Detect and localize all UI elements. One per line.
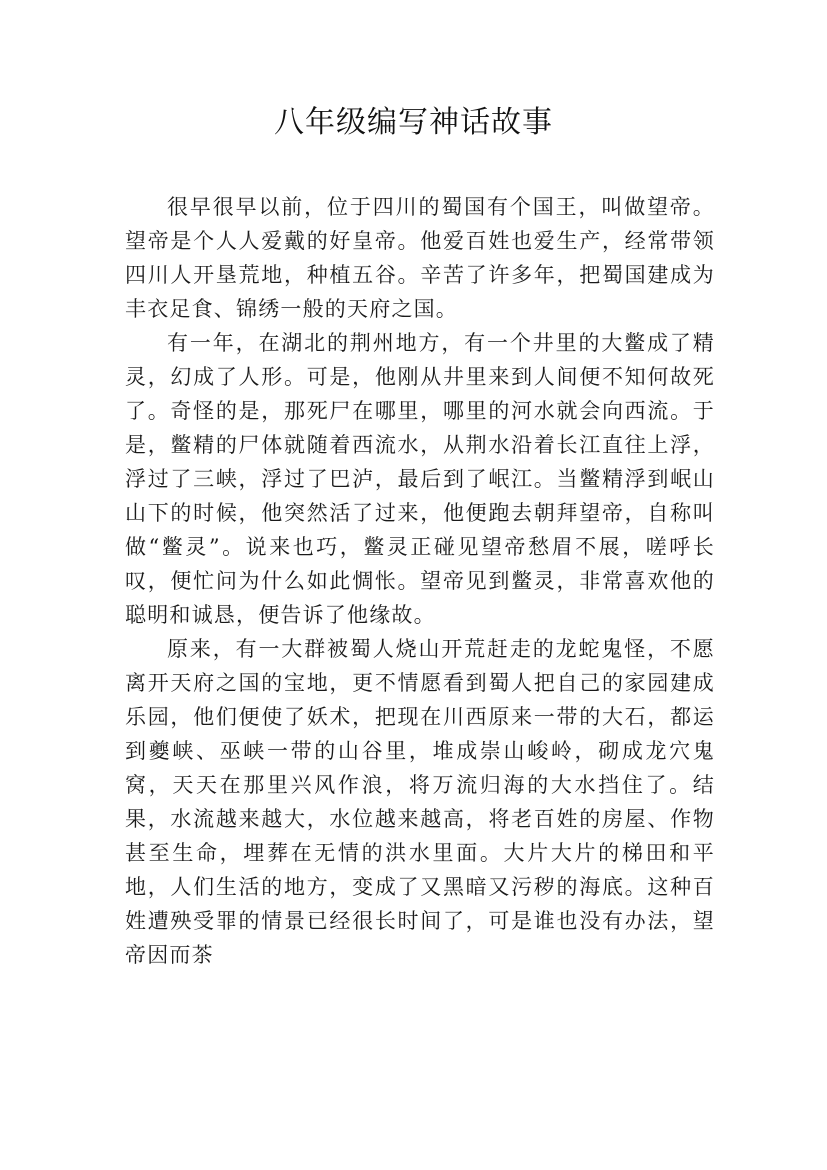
story-body xyxy=(125,190,715,972)
paragraph: 很早很早以前，位于四川的蜀国有个国王，叫做望帝。望帝是个人人爱戴的好皇帝。他爱百姓也爱生产，经常带领四川人开垦荒地，种植五谷。辛苦了许多年，把蜀国建成为丰衣足食、锦绣一般的天府之国。 xyxy=(125,195,715,321)
paragraph: 原来，有一大群被蜀人烧山开荒赶走的龙蛇鬼怪，不愿离开天府之国的宝地，更不情愿看到蜀人把自己的家园建成乐园，他们便使了妖术，把现在川西原来一带的大石，都运到夔峡、巫峡一带的山谷里，堆成崇山峻岭，砌成龙穴鬼窝，天天在那里兴风作浪，将万流归海的大水挡住了。结果，水流越来越大，水位越来越高，将老百姓的房屋、作物甚至生命，埋葬在无情的洪水里面。大片大片的梯田和平地，人们生活的地方，变成了又黑暗又污秽的海底。这种百姓遭殃受罪的情景已经很长时间了，可是谁也没有办法，望帝因而茶 xyxy=(125,637,715,967)
page-title: 八年级编写神话故事 xyxy=(274,105,553,140)
paragraph: 有一年，在湖北的荆州地方，有一个井里的大鳖成了精灵，幻成了人形。可是，他刚从井里来到人间便不知何故死了。奇怪的是，那死尸在哪里，哪里的河水就会向西流。于是，鳖精的尸体就随着西流水，从荆水沿着长江直往上浮，浮过了三峡，浮过了巴泸，最后到了岷江。当鳖精浮到岷山山下的时候，他突然活了过来，他便跑去朝拜望帝，自称叫做“鳖灵”。说来也巧，鳖灵正碰见望帝愁眉不展，嗟呼长叹，便忙问为什么如此惆怅。望帝见到鳖灵，非常喜欢他的聪明和诚恳，便告诉了他缘故。 xyxy=(125,331,715,627)
